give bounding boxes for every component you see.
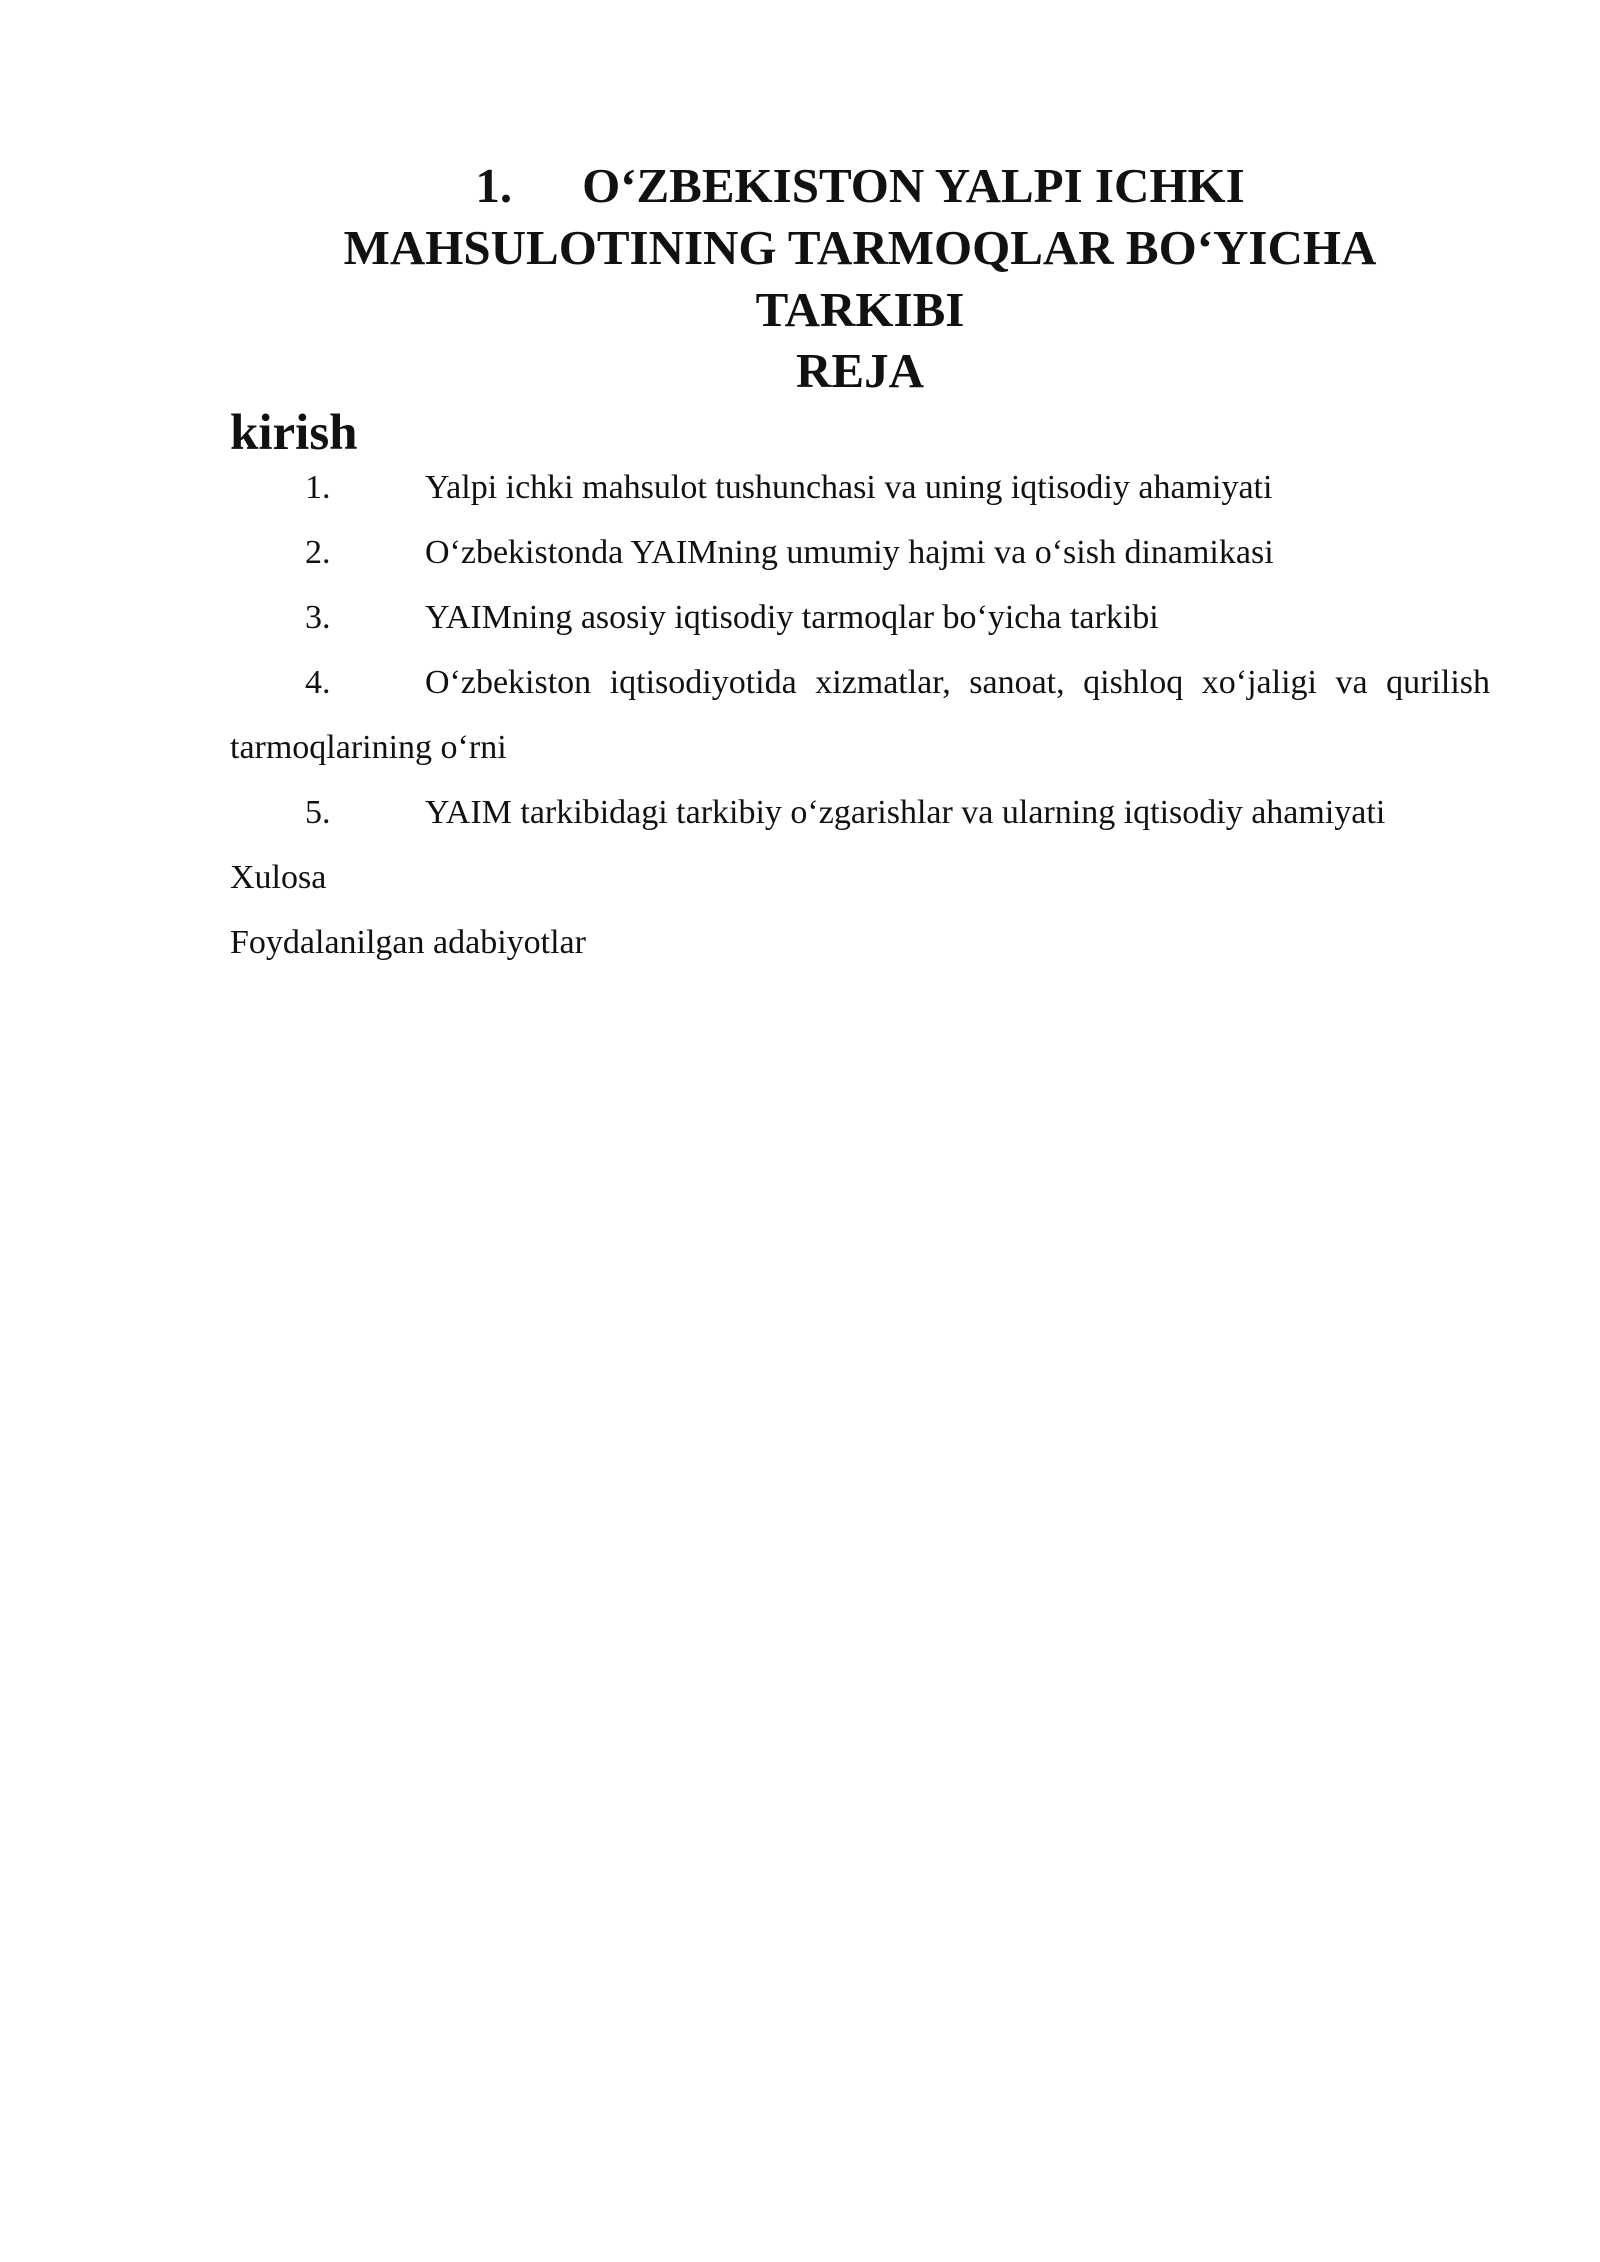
- plan-item-number: 5.: [305, 794, 331, 831]
- intro-label: kirish: [230, 405, 358, 461]
- plan-item-text: YAIMning asosiy iqtisodiy tarmoqlar bo‘yicha tarkibi: [425, 599, 1159, 636]
- plan-item: [230, 780, 1490, 845]
- plan-title: REJA: [796, 343, 924, 398]
- plan-list: [230, 455, 1490, 845]
- plan-item: [230, 455, 1490, 520]
- plan-item-number: 3.: [305, 599, 331, 636]
- plan-item: [230, 650, 1490, 780]
- heading-line-2: MAHSULOTINING TARMOQLAR BO‘YICHA: [343, 220, 1377, 275]
- heading-text-1: O‘ZBEKISTON YALPI ICHKI: [582, 158, 1245, 213]
- heading-number: 1.: [475, 158, 513, 213]
- references-label: Foydalanilgan adabiyotlar: [230, 924, 586, 961]
- heading-line-3: TARKIBI: [755, 282, 965, 337]
- plan-item: [230, 520, 1490, 585]
- closing-sections: [230, 845, 1490, 975]
- plan-item-text: Yalpi ichki mahsulot tushunchasi va uning iqtisodiy ahamiyati: [425, 469, 1273, 506]
- section-heading: [230, 155, 1490, 341]
- plan-item-number: 4.: [305, 664, 331, 701]
- plan-item-text: YAIM tarkibidagi tarkibiy o‘zgarishlar va ularning iqtisodiy ahamiyati: [425, 794, 1386, 831]
- plan-item: [230, 585, 1490, 650]
- plan-item-text: O‘zbekiston iqtisodiyotida xizmatlar, sanoat, qishloq xo‘jaligi va qurilish tarmoqlarining o‘rni: [230, 664, 1490, 766]
- conclusion-label: Xulosa: [230, 859, 327, 896]
- plan-item-text: O‘zbekistonda YAIMning umumiy hajmi va o‘sish dinamikasi: [425, 534, 1274, 571]
- plan-item-number: 2.: [305, 534, 331, 571]
- heading-line-1: [230, 155, 1490, 217]
- plan-item-number: 1.: [305, 469, 331, 506]
